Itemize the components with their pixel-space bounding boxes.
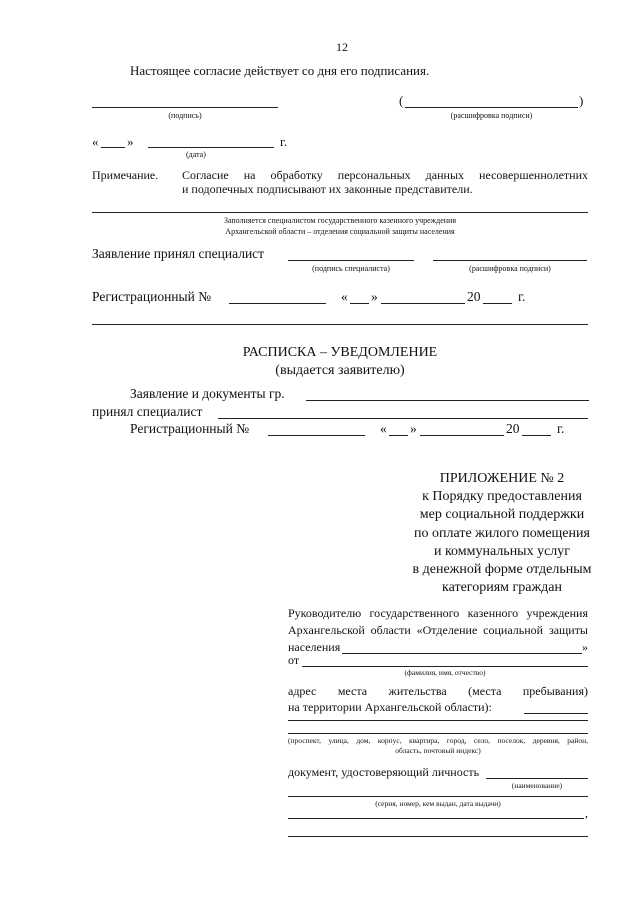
receipt-applicant-line bbox=[306, 400, 589, 401]
identity-details-line-3 bbox=[288, 836, 588, 837]
address-line-2: на территории Архангельской области): bbox=[288, 700, 492, 714]
appendix-line: мер социальной поддержки bbox=[419, 507, 585, 523]
cut-line bbox=[92, 324, 588, 325]
receipt-title: РАСПИСКА – УВЕДОМЛЕНИЕ bbox=[242, 345, 438, 360]
specialist-decoding-caption: (расшифровка подписи) bbox=[469, 264, 551, 273]
date-caption: (дата) bbox=[186, 150, 206, 159]
addressee-line-1: Руководителю государственного казенного учреждения bbox=[288, 606, 588, 620]
receipt-registration-label: Регистрационный № bbox=[130, 421, 250, 436]
address-line-fill-3 bbox=[288, 733, 588, 734]
signature-line bbox=[92, 107, 278, 108]
reg-year-line bbox=[483, 303, 512, 304]
identity-document-caption: (наименование) bbox=[511, 781, 563, 790]
series-caption: (серия, номер, кем выдан, дата выдачи) bbox=[375, 799, 501, 808]
appendix-line: ПРИЛОЖЕНИЕ № 2 bbox=[439, 471, 565, 486]
appendix-line: и коммунальных услуг bbox=[433, 543, 571, 559]
department-name-line bbox=[342, 653, 582, 654]
note-label: Примечание. bbox=[92, 168, 159, 182]
addressee-quote-close: » bbox=[582, 640, 588, 654]
registration-number-line bbox=[229, 303, 326, 304]
address-caption-1: (проспект, улица, дом, корпус, квартира, город, село, поселок, деревня, район, bbox=[288, 736, 588, 745]
note-line-1: Согласие на обработку персональных данных несовершеннолетних bbox=[182, 168, 588, 182]
address-line-fill-2 bbox=[288, 720, 588, 721]
identity-document-line bbox=[486, 778, 588, 779]
date-day-line bbox=[101, 147, 125, 148]
date-quote-close: » bbox=[127, 134, 134, 149]
identity-document-label: документ, удостоверяющий личность bbox=[288, 765, 480, 779]
reg-year-suffix: г. bbox=[518, 289, 526, 304]
receipt-month-line bbox=[420, 435, 504, 436]
signature-caption: (подпись) bbox=[168, 111, 202, 120]
receipt-quote-open: « bbox=[380, 421, 387, 436]
accepted-by-label: Заявление принял специалист bbox=[92, 246, 265, 261]
note-line-2: и подопечных подписывают их законные представители. bbox=[182, 182, 473, 196]
paren-open: ( bbox=[399, 93, 404, 108]
date-month-line bbox=[148, 147, 274, 148]
reg-quote-close: » bbox=[371, 289, 378, 304]
receipt-day-line bbox=[389, 435, 408, 436]
appendix-line: к Порядку предоставления bbox=[422, 489, 582, 505]
fio-caption: (фамилия, имя, отчество) bbox=[404, 668, 486, 677]
reg-day-line bbox=[350, 303, 369, 304]
receipt-accepted-label: принял специалист bbox=[92, 404, 203, 419]
receipt-docs-label: Заявление и документы гр. bbox=[130, 386, 285, 401]
receipt-quote-close: » bbox=[410, 421, 417, 436]
receipt-year-line bbox=[522, 435, 551, 436]
reg-quote-open: « bbox=[341, 289, 348, 304]
paren-close: ) bbox=[579, 93, 584, 108]
identity-details-line-2 bbox=[288, 818, 584, 819]
addressee-line-2: Архангельской области «Отделение социальной защиты bbox=[288, 623, 588, 637]
reg-month-line bbox=[381, 303, 465, 304]
consent-validity-text: Настоящее согласие действует со дня его подписания. bbox=[130, 63, 430, 78]
addressee-line-3: населения bbox=[288, 640, 341, 654]
date-quote-open: « bbox=[92, 134, 99, 149]
specialist-signature-line bbox=[288, 260, 414, 261]
appendix-line: по оплате жилого помещения bbox=[414, 525, 590, 541]
reg-year-prefix: 20 bbox=[467, 289, 481, 304]
receipt-year-prefix: 20 bbox=[506, 421, 520, 436]
receipt-subtitle: (выдается заявителю) bbox=[275, 363, 405, 378]
identity-details-line bbox=[288, 796, 588, 797]
page-number: 12 bbox=[336, 40, 348, 54]
appendix-line: в денежной форме отдельным bbox=[412, 562, 592, 578]
registration-label: Регистрационный № bbox=[92, 289, 212, 304]
date-year-suffix: г. bbox=[280, 134, 288, 149]
appendix-heading bbox=[386, 470, 618, 597]
decoding-caption: (расшифровка подписи) bbox=[450, 111, 533, 120]
address-caption-2: область, почтовый индекс) bbox=[395, 746, 481, 755]
address-line-fill-1 bbox=[524, 713, 588, 714]
specialist-decoding-line bbox=[433, 260, 587, 261]
receipt-year-suffix: г. bbox=[557, 421, 565, 436]
from-label: от bbox=[288, 653, 300, 667]
applicant-name-line bbox=[302, 666, 588, 667]
receipt-specialist-line bbox=[218, 418, 588, 419]
appendix-line: категориям граждан bbox=[442, 580, 562, 596]
specialist-signature-caption: (подпись специалиста) bbox=[312, 264, 390, 273]
filled-by-line-1: Заполняется специалистом государственного казенного учреждения bbox=[223, 216, 457, 225]
decoding-line bbox=[405, 107, 578, 108]
separator-line bbox=[92, 212, 588, 213]
filled-by-line-2: Архангельской области – отделения социальной защиты населения bbox=[225, 227, 455, 236]
identity-comma: , bbox=[585, 806, 588, 820]
address-line-1: адрес места жительства (места пребывания) bbox=[288, 684, 588, 698]
receipt-number-line bbox=[268, 435, 365, 436]
